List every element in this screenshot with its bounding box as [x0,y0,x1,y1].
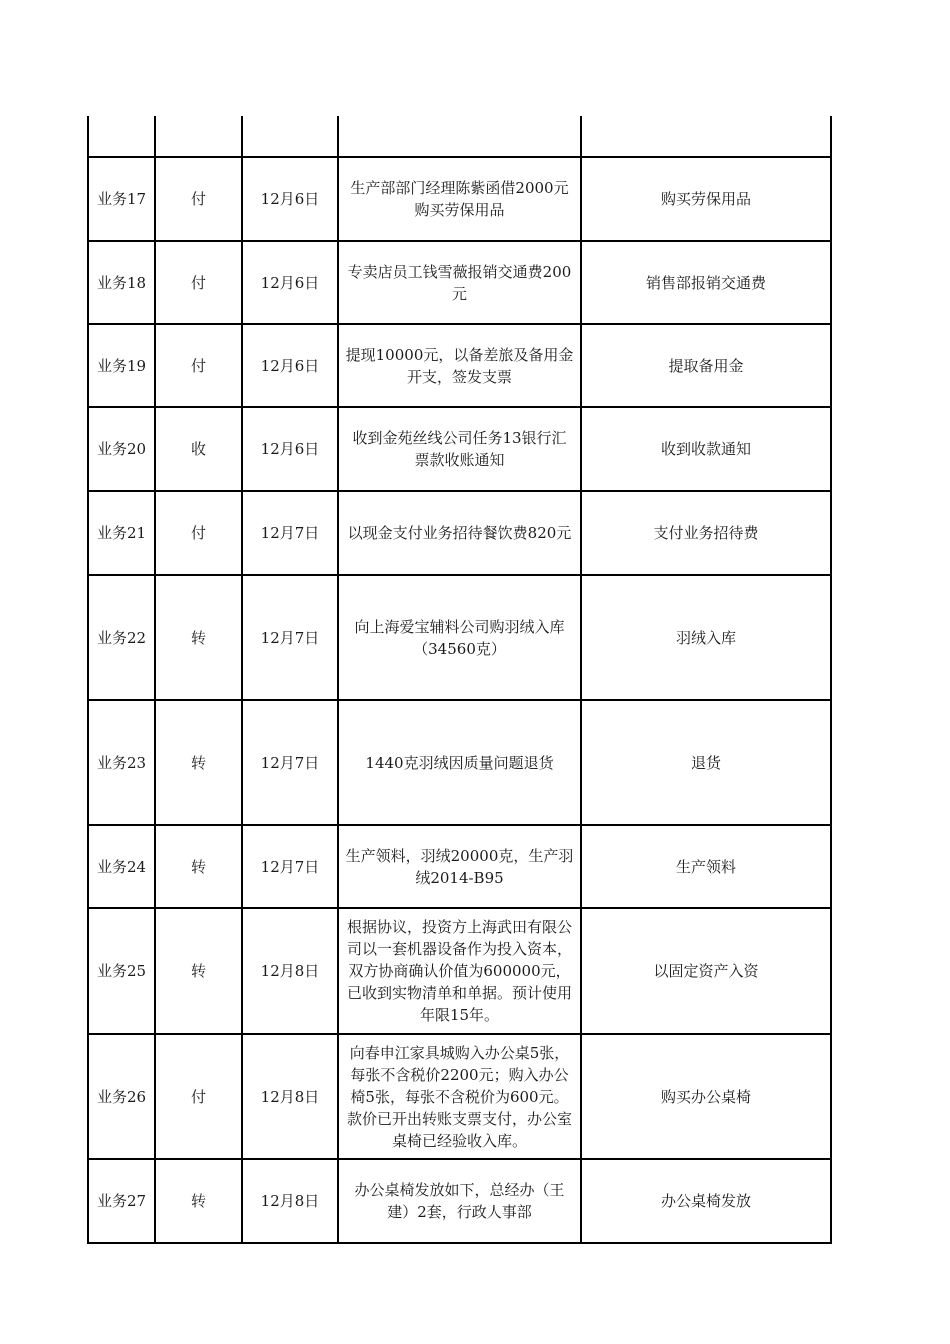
table-row [88,1034,831,1159]
voucher-type-cell: 付 [155,241,242,324]
voucher-type-cell: 转 [155,908,242,1034]
table-row [88,700,831,825]
date-cell: 12月7日 [242,575,338,700]
table-row [88,908,831,1034]
description-cell: 以现金支付业务招待餐饮费820元 [338,491,581,575]
summary-cell: 支付业务招待费 [581,491,831,575]
date-cell: 12月8日 [242,908,338,1034]
table-row [88,1159,831,1243]
voucher-type-cell: 付 [155,157,242,241]
summary-cell: 收到收款通知 [581,407,831,491]
description-cell: 收到金苑丝线公司任务13银行汇票款收账通知 [338,407,581,491]
table-row [88,491,831,575]
date-cell: 12月6日 [242,324,338,407]
table-row [88,825,831,908]
description-cell: 生产领料，羽绒20000克，生产羽绒2014-B95 [338,825,581,908]
business-transactions-table [87,116,832,1244]
summary-cell: 购买办公桌椅 [581,1034,831,1159]
summary-cell: 退货 [581,700,831,825]
summary-cell: 提取备用金 [581,324,831,407]
transaction-id-cell: 业务23 [88,700,155,825]
date-cell: 12月7日 [242,491,338,575]
table-row [88,241,831,324]
transaction-id-cell: 业务17 [88,157,155,241]
voucher-type-cell: 付 [155,324,242,407]
transaction-id-cell: 业务22 [88,575,155,700]
date-cell: 12月8日 [242,1034,338,1159]
transaction-id-cell: 业务24 [88,825,155,908]
description-cell: 根据协议，投资方上海武田有限公司以一套机器设备作为投入资本，双方协商确认价值为600000元，已收到实物清单和单据。预计使用年限15年。 [338,908,581,1034]
date-cell: 12月6日 [242,157,338,241]
date-cell: 12月6日 [242,241,338,324]
date-cell: 12月7日 [242,700,338,825]
transaction-id-cell: 业务21 [88,491,155,575]
voucher-type-cell [155,116,242,157]
table-row [88,407,831,491]
summary-cell: 办公桌椅发放 [581,1159,831,1243]
table-row [88,575,831,700]
table-row [88,116,831,157]
voucher-type-cell: 付 [155,491,242,575]
summary-cell: 购买劳保用品 [581,157,831,241]
description-cell: 提现10000元，以备差旅及备用金开支，签发支票 [338,324,581,407]
transaction-id-cell [88,116,155,157]
transaction-id-cell: 业务18 [88,241,155,324]
description-cell: 1440克羽绒因质量问题退货 [338,700,581,825]
transaction-id-cell: 业务26 [88,1034,155,1159]
date-cell: 12月8日 [242,1159,338,1243]
transaction-id-cell: 业务20 [88,407,155,491]
voucher-type-cell: 转 [155,1159,242,1243]
spreadsheet-clip [87,116,830,1221]
description-cell [338,116,581,157]
transaction-id-cell: 业务25 [88,908,155,1034]
summary-cell: 生产领料 [581,825,831,908]
date-cell [242,116,338,157]
description-cell: 向春申江家具城购入办公桌5张，每张不含税价2200元；购入办公椅5张，每张不含税价为600元。款价已开出转账支票支付，办公室桌椅已经验收入库。 [338,1034,581,1159]
date-cell: 12月7日 [242,825,338,908]
voucher-type-cell: 收 [155,407,242,491]
summary-cell: 羽绒入库 [581,575,831,700]
description-cell: 生产部部门经理陈紫函借2000元购买劳保用品 [338,157,581,241]
table-row [88,324,831,407]
description-cell: 向上海爱宝辅料公司购羽绒入库 （34560克） [338,575,581,700]
description-cell: 办公桌椅发放如下，总经办（王建）2套，行政人事部 [338,1159,581,1243]
summary-cell [581,116,831,157]
transaction-id-cell: 业务27 [88,1159,155,1243]
table-row [88,157,831,241]
summary-cell: 销售部报销交通费 [581,241,831,324]
voucher-type-cell: 转 [155,575,242,700]
voucher-type-cell: 付 [155,1034,242,1159]
voucher-type-cell: 转 [155,700,242,825]
summary-cell: 以固定资产入资 [581,908,831,1034]
transaction-id-cell: 业务19 [88,324,155,407]
voucher-type-cell: 转 [155,825,242,908]
description-cell: 专卖店员工钱雪薇报销交通费200元 [338,241,581,324]
date-cell: 12月6日 [242,407,338,491]
